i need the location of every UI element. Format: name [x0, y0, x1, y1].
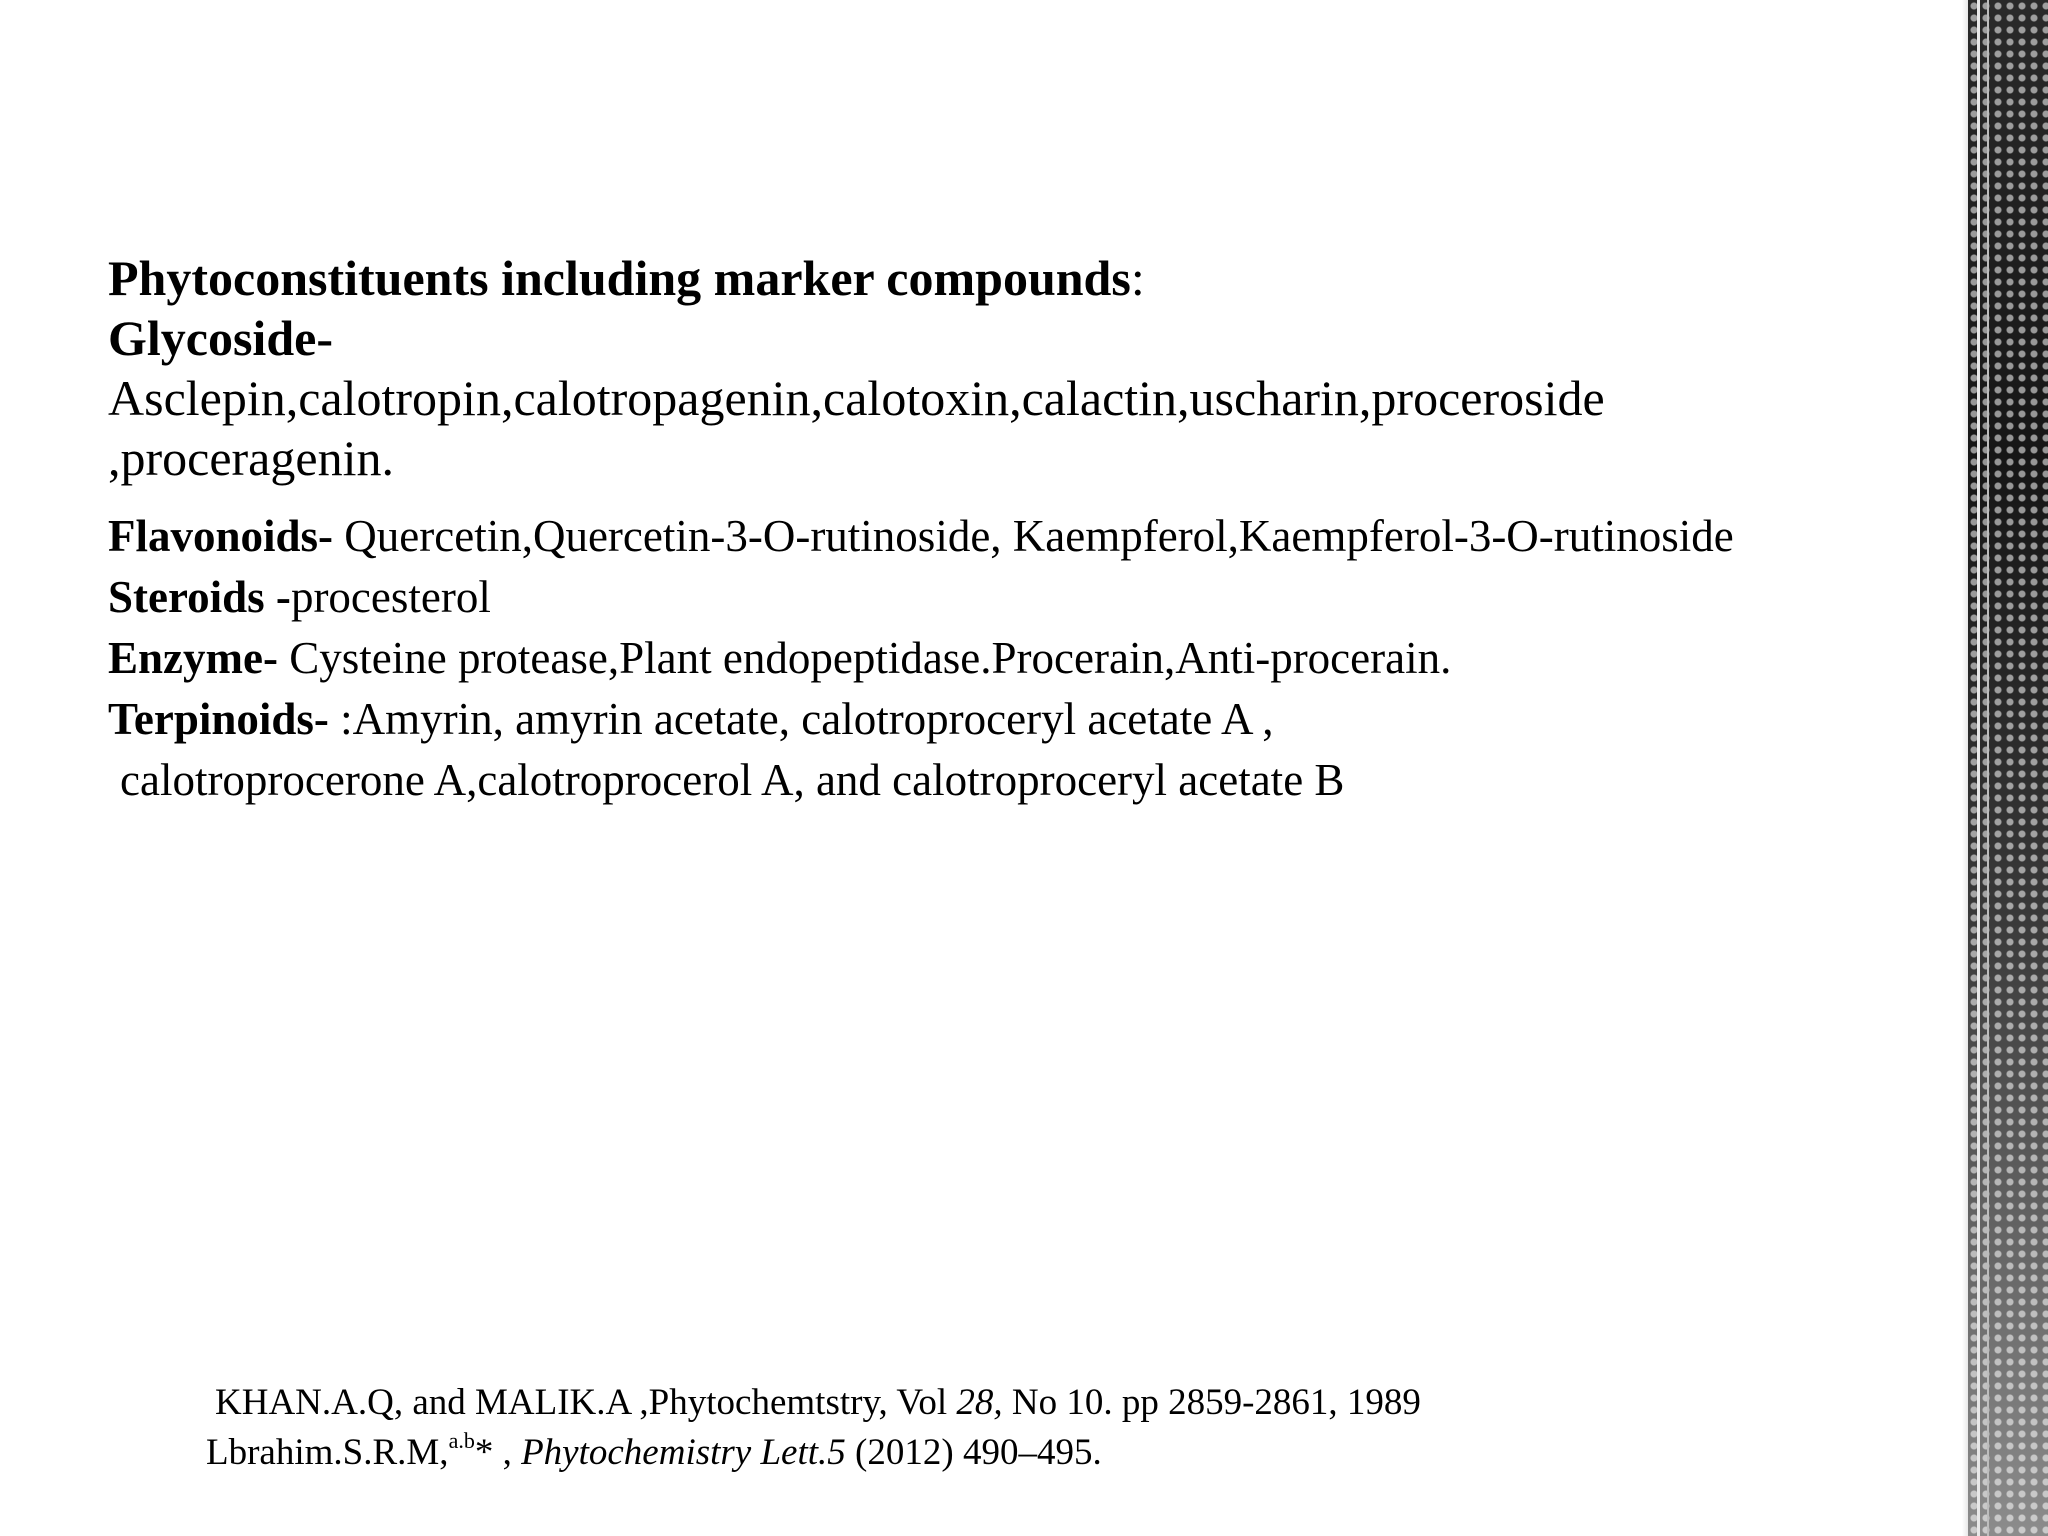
steroids-label: Steroids - [108, 572, 291, 622]
reference-2-affiliation: a.b [448, 1428, 475, 1453]
glycoside-label: Glycoside- [108, 310, 333, 366]
steroids-line [108, 567, 1958, 628]
edge-line-decoration [1987, 0, 1989, 1536]
reference-2 [206, 1428, 1421, 1478]
enzyme-line [108, 628, 1958, 689]
reference-1 [206, 1378, 1421, 1428]
reference-1-details: No 10. pp 2859-2861, 1989 [1002, 1382, 1421, 1423]
right-edge-decoration [1968, 0, 2048, 1536]
enzyme-text: Cysteine protease,Plant endopeptidase.Procerain,Anti-procerain. [289, 633, 1452, 683]
enzyme-label: Enzyme- [108, 633, 290, 683]
heading-colon: : [1130, 250, 1145, 306]
section-gap [108, 488, 1958, 506]
reference-2-star: * , [474, 1432, 522, 1473]
reference-2-journal: Phytochemistry Lett.5 [521, 1432, 846, 1473]
glycoside-list-line2: ,proceragenin. [108, 430, 394, 486]
glycoside-list-line1: Asclepin,calotropin,calotropagenin,calotoxin,calactin,uscharin,proceroside [108, 370, 1605, 426]
terpinoids-text-line1: :Amyrin, amyrin acetate, calotroproceryl acetate A , [340, 694, 1274, 744]
terpinoids-text-line2: calotroprocerone A,calotroprocerol A, and calotroproceryl acetate B [120, 755, 1345, 805]
references [206, 1378, 1421, 1478]
steroids-text: procesterol [290, 572, 491, 622]
slide-heading [108, 248, 1958, 308]
reference-1-volume: 28, [956, 1382, 1003, 1423]
flavonoids-line [108, 506, 1958, 567]
edge-line-decoration [1977, 0, 1980, 1536]
reference-2-author: Lbrahim.S.R.M, [206, 1432, 449, 1473]
flavonoids-label: Flavonoids- [108, 511, 345, 561]
heading-title: Phytoconstituents including marker compounds [108, 250, 1131, 306]
reference-1-authors: KHAN.A.Q, and MALIK.A ,Phytochemtstry, Vol [215, 1382, 957, 1423]
flavonoids-text: Quercetin,Quercetin-3-O-rutinoside, Kaempferol,Kaempferol-3-O-rutinoside [344, 511, 1734, 561]
reference-2-details: (2012) 490–495. [845, 1432, 1102, 1473]
terpinoids-line [108, 689, 1958, 750]
slide-body [108, 248, 1958, 811]
glycoside-label-line [108, 308, 1958, 368]
terpinoids-label: Terpinoids- [108, 694, 341, 744]
